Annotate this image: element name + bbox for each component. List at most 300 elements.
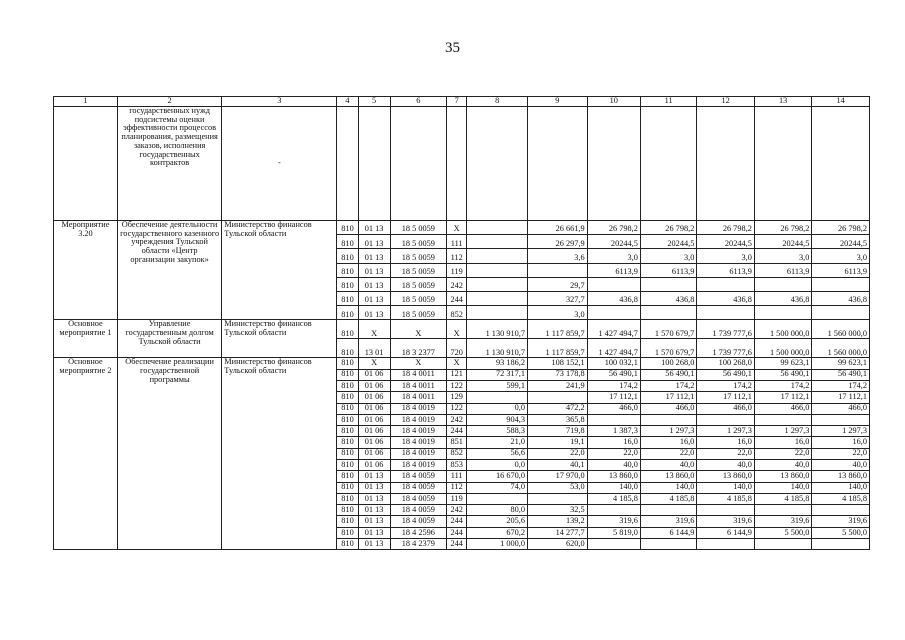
section-code: 13 01 <box>358 339 390 358</box>
section-code: 01 13 <box>358 263 390 277</box>
amount-cell: 100 268,0 <box>640 358 696 369</box>
amount-cell: 22,0 <box>587 448 640 459</box>
amount-cell <box>754 306 812 320</box>
amount-cell: 670,2 <box>467 527 528 538</box>
amount-cell <box>754 539 812 550</box>
column-header: 7 <box>447 97 467 107</box>
amount-cell: 108 152,1 <box>528 358 588 369</box>
empty-cell <box>337 107 358 221</box>
amount-cell: 22,0 <box>640 448 696 459</box>
amount-cell: 6113,9 <box>697 263 755 277</box>
amount-cell: 5 500,0 <box>812 527 870 538</box>
amount-cell: 20244,5 <box>697 235 755 249</box>
column-header: 5 <box>358 97 390 107</box>
amount-cell: 17 112,1 <box>640 392 696 403</box>
amount-cell: 80,0 <box>467 505 528 516</box>
expense-type: 119 <box>447 493 467 504</box>
section-code: 01 13 <box>358 539 390 550</box>
expense-type: 852 <box>447 448 467 459</box>
amount-cell <box>640 414 696 425</box>
amount-cell: 100 268,0 <box>697 358 755 369</box>
amount-cell: 93 186,2 <box>467 358 528 369</box>
amount-cell: 74,0 <box>467 482 528 493</box>
expense-type: 112 <box>447 482 467 493</box>
column-header: 13 <box>754 97 812 107</box>
amount-cell: 100 032,1 <box>587 358 640 369</box>
amount-cell: 1 130 910,7 <box>467 339 528 358</box>
column-header: 8 <box>467 97 528 107</box>
amount-cell: 6 144,9 <box>640 527 696 538</box>
gov-code: 810 <box>337 471 358 482</box>
section-code: 01 06 <box>358 448 390 459</box>
section-code: 01 06 <box>358 392 390 403</box>
amount-cell: 1 297,3 <box>812 426 870 437</box>
amount-cell <box>467 493 528 504</box>
target-article: 18 4 0059 <box>390 493 446 504</box>
amount-cell: 1 739 777,6 <box>697 320 755 339</box>
amount-cell: 1 297,3 <box>640 426 696 437</box>
target-article: 18 5 0059 <box>390 235 446 249</box>
amount-cell: 40,0 <box>587 459 640 470</box>
target-article: 18 4 0019 <box>390 437 446 448</box>
amount-cell <box>467 306 528 320</box>
gov-code: 810 <box>337 426 358 437</box>
amount-cell <box>812 414 870 425</box>
amount-cell: 1 560 000,0 <box>812 320 870 339</box>
amount-cell <box>754 414 812 425</box>
empty-cell <box>640 107 696 221</box>
amount-cell: 16 670,0 <box>467 471 528 482</box>
expense-type: 244 <box>447 527 467 538</box>
empty-cell <box>528 107 588 221</box>
amount-cell: 20244,5 <box>640 235 696 249</box>
amount-cell: 140,0 <box>697 482 755 493</box>
amount-cell: 139,2 <box>528 516 588 527</box>
section-code: 01 13 <box>358 493 390 504</box>
amount-cell: 174,2 <box>697 380 755 391</box>
expense-type: 244 <box>447 539 467 550</box>
amount-cell: 53,0 <box>528 482 588 493</box>
target-article: 18 4 0019 <box>390 426 446 437</box>
amount-cell: 73 178,8 <box>528 369 588 380</box>
amount-cell: 13 860,0 <box>587 471 640 482</box>
amount-cell: 56 490,1 <box>812 369 870 380</box>
amount-cell: 13 860,0 <box>754 471 812 482</box>
amount-cell: 26 798,2 <box>640 221 696 235</box>
empty-cell <box>587 107 640 221</box>
amount-cell <box>528 263 588 277</box>
amount-cell: 1 500 000,0 <box>754 339 812 358</box>
amount-cell: 140,0 <box>640 482 696 493</box>
target-article: 18 5 0059 <box>390 291 446 305</box>
activity-name: Основное мероприятие 2 <box>54 358 118 550</box>
amount-cell: 20244,5 <box>587 235 640 249</box>
amount-cell: 56 490,1 <box>754 369 812 380</box>
amount-cell: 3,6 <box>528 249 588 263</box>
amount-cell <box>467 291 528 305</box>
table-row <box>54 358 870 369</box>
expense-type: X <box>447 320 467 339</box>
amount-cell: 40,0 <box>812 459 870 470</box>
amount-cell: 319,6 <box>812 516 870 527</box>
expense-type: 242 <box>447 277 467 291</box>
section-code: X <box>358 358 390 369</box>
amount-cell: 1 739 777,6 <box>697 339 755 358</box>
amount-cell: 466,0 <box>812 403 870 414</box>
gov-code: 810 <box>337 539 358 550</box>
table-row <box>54 107 870 221</box>
amount-cell: 4 185,8 <box>697 493 755 504</box>
amount-cell: 22,0 <box>697 448 755 459</box>
column-header: 14 <box>812 97 870 107</box>
target-article: 18 4 2596 <box>390 527 446 538</box>
amount-cell: 17 112,1 <box>812 392 870 403</box>
gov-code: 810 <box>337 459 358 470</box>
column-header: 3 <box>222 97 337 107</box>
column-header: 6 <box>390 97 446 107</box>
amount-cell: 174,2 <box>640 380 696 391</box>
empty-cell <box>812 107 870 221</box>
section-code: X <box>358 320 390 339</box>
column-header: 9 <box>528 97 588 107</box>
gov-code: 810 <box>337 392 358 403</box>
amount-cell: 436,8 <box>812 291 870 305</box>
expense-type: X <box>447 358 467 369</box>
amount-cell: 3,0 <box>697 249 755 263</box>
empty-cell <box>358 107 390 221</box>
target-article: 18 4 0011 <box>390 369 446 380</box>
amount-cell <box>812 539 870 550</box>
amount-cell: 32,5 <box>528 505 588 516</box>
section-code: 01 13 <box>358 505 390 516</box>
amount-cell: 3,0 <box>640 249 696 263</box>
section-code: 01 06 <box>358 426 390 437</box>
amount-cell <box>697 505 755 516</box>
gov-code: 810 <box>337 448 358 459</box>
amount-cell: 1 130 910,7 <box>467 320 528 339</box>
gov-code: 810 <box>337 291 358 305</box>
table-row <box>54 320 870 339</box>
amount-cell: 6113,9 <box>812 263 870 277</box>
amount-cell: 1 387,3 <box>587 426 640 437</box>
amount-cell: 365,8 <box>528 414 588 425</box>
amount-cell: 4 185,8 <box>812 493 870 504</box>
section-code: 01 13 <box>358 221 390 235</box>
expense-type: 129 <box>447 392 467 403</box>
responsible-org: Министерство финансов Тульской области <box>222 358 337 550</box>
amount-cell: 22,0 <box>812 448 870 459</box>
amount-cell: 99 623,1 <box>812 358 870 369</box>
target-article: 18 4 0059 <box>390 516 446 527</box>
target-article: 18 3 2377 <box>390 339 446 358</box>
amount-cell: 99 623,1 <box>754 358 812 369</box>
budget-table <box>53 96 870 550</box>
amount-cell: 6 144,9 <box>697 527 755 538</box>
amount-cell <box>467 277 528 291</box>
gov-code: 810 <box>337 306 358 320</box>
amount-cell: 1 427 494,7 <box>587 339 640 358</box>
column-header: 11 <box>640 97 696 107</box>
amount-cell <box>640 539 696 550</box>
amount-cell: 14 277,7 <box>528 527 588 538</box>
amount-cell: 26 798,2 <box>754 221 812 235</box>
amount-cell: 3,0 <box>587 249 640 263</box>
gov-code: 810 <box>337 249 358 263</box>
amount-cell: 13 860,0 <box>640 471 696 482</box>
amount-cell: 1 427 494,7 <box>587 320 640 339</box>
amount-cell: 4 185,8 <box>640 493 696 504</box>
expense-type: 853 <box>447 459 467 470</box>
section-code: 01 13 <box>358 471 390 482</box>
amount-cell <box>697 414 755 425</box>
amount-cell: 904,3 <box>467 414 528 425</box>
expense-type: 121 <box>447 369 467 380</box>
expense-type: 122 <box>447 380 467 391</box>
amount-cell <box>697 539 755 550</box>
target-article: 18 5 0059 <box>390 249 446 263</box>
amount-cell: 6113,9 <box>587 263 640 277</box>
amount-cell: 1 117 859,7 <box>528 339 588 358</box>
expense-type: 851 <box>447 437 467 448</box>
expense-type: 122 <box>447 403 467 414</box>
expense-type: 244 <box>447 291 467 305</box>
target-article: 18 4 0019 <box>390 448 446 459</box>
amount-cell: 319,6 <box>754 516 812 527</box>
amount-cell: 436,8 <box>754 291 812 305</box>
gov-code: 810 <box>337 369 358 380</box>
amount-cell <box>467 221 528 235</box>
amount-cell: 588,3 <box>467 426 528 437</box>
gov-code: 810 <box>337 263 358 277</box>
expense-type: 242 <box>447 505 467 516</box>
amount-cell: 17 112,1 <box>754 392 812 403</box>
amount-cell: 17 970,0 <box>528 471 588 482</box>
empty-cell <box>447 107 467 221</box>
expense-type: 852 <box>447 306 467 320</box>
amount-cell: 20244,5 <box>754 235 812 249</box>
target-article: X <box>390 358 446 369</box>
amount-cell <box>587 414 640 425</box>
amount-cell: 466,0 <box>587 403 640 414</box>
amount-cell: 22,0 <box>754 448 812 459</box>
empty-cell <box>697 107 755 221</box>
target-article: 18 5 0059 <box>390 221 446 235</box>
section-code: 01 06 <box>358 403 390 414</box>
gov-code: 810 <box>337 414 358 425</box>
amount-cell: 26 798,2 <box>812 221 870 235</box>
amount-cell: 1 500 000,0 <box>754 320 812 339</box>
program-description: государственных нужд подсистемы оценки эффективности процессов планирования, размещения заказов, исполнения государственных контрактов <box>117 107 221 221</box>
target-article: 18 4 0011 <box>390 380 446 391</box>
activity-name: Мероприятие 3.20 <box>54 221 118 320</box>
activity-name: Основное мероприятие 1 <box>54 320 118 358</box>
extra-mark: - <box>222 107 337 221</box>
expense-type: X <box>447 221 467 235</box>
section-code: 01 06 <box>358 414 390 425</box>
amount-cell: 40,1 <box>528 459 588 470</box>
amount-cell <box>587 505 640 516</box>
amount-cell: 174,2 <box>587 380 640 391</box>
amount-cell: 13 860,0 <box>697 471 755 482</box>
amount-cell: 56 490,1 <box>587 369 640 380</box>
gov-code: 810 <box>337 358 358 369</box>
gov-code: 810 <box>337 221 358 235</box>
amount-cell <box>587 539 640 550</box>
amount-cell: 26 798,2 <box>587 221 640 235</box>
section-code: 01 06 <box>358 380 390 391</box>
section-code: 01 13 <box>358 482 390 493</box>
amount-cell <box>467 249 528 263</box>
gov-code: 810 <box>337 493 358 504</box>
expense-type: 112 <box>447 249 467 263</box>
responsible-org: Министерство финансов Тульской области <box>222 221 337 320</box>
target-article: 18 5 0059 <box>390 306 446 320</box>
amount-cell: 17 112,1 <box>697 392 755 403</box>
amount-cell <box>528 392 588 403</box>
amount-cell: 16,0 <box>640 437 696 448</box>
amount-cell: 241,9 <box>528 380 588 391</box>
gov-code: 810 <box>337 339 358 358</box>
amount-cell: 16,0 <box>812 437 870 448</box>
amount-cell <box>697 306 755 320</box>
amount-cell <box>812 277 870 291</box>
amount-cell: 4 185,8 <box>587 493 640 504</box>
amount-cell: 26 297,9 <box>528 235 588 249</box>
amount-cell: 0,0 <box>467 459 528 470</box>
amount-cell: 1 297,3 <box>754 426 812 437</box>
amount-cell: 327,7 <box>528 291 588 305</box>
amount-cell: 72 317,1 <box>467 369 528 380</box>
amount-cell: 1 570 679,7 <box>640 320 696 339</box>
column-header: 2 <box>117 97 221 107</box>
amount-cell: 56,6 <box>467 448 528 459</box>
expense-type: 242 <box>447 414 467 425</box>
amount-cell: 1 560 000,0 <box>812 339 870 358</box>
amount-cell: 22,0 <box>528 448 588 459</box>
amount-cell: 599,1 <box>467 380 528 391</box>
activity-description: Обеспечение деятельности государственного казенного учреждения Тульской области «Центр организации закупок» <box>117 221 221 320</box>
amount-cell: 20244,5 <box>812 235 870 249</box>
amount-cell: 3,0 <box>812 249 870 263</box>
amount-cell: 1 297,3 <box>697 426 755 437</box>
amount-cell: 472,2 <box>528 403 588 414</box>
target-article: 18 4 0059 <box>390 505 446 516</box>
amount-cell <box>754 505 812 516</box>
amount-cell <box>812 306 870 320</box>
amount-cell <box>467 263 528 277</box>
amount-cell <box>587 306 640 320</box>
section-code: 01 13 <box>358 306 390 320</box>
amount-cell: 1 000,0 <box>467 539 528 550</box>
amount-cell: 140,0 <box>754 482 812 493</box>
expense-type: 720 <box>447 339 467 358</box>
amount-cell <box>467 392 528 403</box>
column-header: 4 <box>337 97 358 107</box>
amount-cell <box>640 277 696 291</box>
amount-cell: 174,2 <box>754 380 812 391</box>
amount-cell: 40,0 <box>754 459 812 470</box>
amount-cell: 436,8 <box>640 291 696 305</box>
section-code: 01 13 <box>358 527 390 538</box>
gov-code: 810 <box>337 482 358 493</box>
page-number: 35 <box>445 40 460 56</box>
amount-cell: 3,0 <box>754 249 812 263</box>
amount-cell: 56 490,1 <box>640 369 696 380</box>
amount-cell: 16,0 <box>697 437 755 448</box>
column-header: 1 <box>54 97 118 107</box>
gov-code: 810 <box>337 277 358 291</box>
expense-type: 111 <box>447 235 467 249</box>
amount-cell: 1 570 679,7 <box>640 339 696 358</box>
amount-cell <box>697 277 755 291</box>
amount-cell <box>754 277 812 291</box>
target-article: 18 4 0019 <box>390 459 446 470</box>
amount-cell: 140,0 <box>812 482 870 493</box>
target-article: 18 4 0011 <box>390 392 446 403</box>
section-code: 01 06 <box>358 369 390 380</box>
empty-cell <box>54 107 118 221</box>
amount-cell: 56 490,1 <box>697 369 755 380</box>
amount-cell <box>640 306 696 320</box>
amount-cell: 319,6 <box>697 516 755 527</box>
amount-cell: 6113,9 <box>754 263 812 277</box>
amount-cell: 5 500,0 <box>754 527 812 538</box>
amount-cell <box>640 505 696 516</box>
section-code: 01 06 <box>358 437 390 448</box>
gov-code: 810 <box>337 505 358 516</box>
responsible-org: Министерство финансов Тульской области <box>222 320 337 358</box>
amount-cell: 5 819,0 <box>587 527 640 538</box>
section-code: 01 06 <box>358 459 390 470</box>
target-article: 18 5 0059 <box>390 277 446 291</box>
section-code: 01 13 <box>358 291 390 305</box>
amount-cell <box>528 493 588 504</box>
section-code: 01 13 <box>358 277 390 291</box>
amount-cell: 436,8 <box>697 291 755 305</box>
empty-cell <box>390 107 446 221</box>
target-article: 18 4 0019 <box>390 414 446 425</box>
amount-cell: 6113,9 <box>640 263 696 277</box>
amount-cell: 4 185,8 <box>754 493 812 504</box>
target-article: 18 4 0059 <box>390 482 446 493</box>
amount-cell: 466,0 <box>697 403 755 414</box>
gov-code: 810 <box>337 516 358 527</box>
column-header: 10 <box>587 97 640 107</box>
target-article: 18 4 0019 <box>390 403 446 414</box>
amount-cell: 319,6 <box>587 516 640 527</box>
amount-cell: 17 112,1 <box>587 392 640 403</box>
amount-cell: 205,6 <box>467 516 528 527</box>
amount-cell: 26 798,2 <box>697 221 755 235</box>
amount-cell: 319,6 <box>640 516 696 527</box>
target-article: X <box>390 320 446 339</box>
section-code: 01 13 <box>358 516 390 527</box>
gov-code: 810 <box>337 380 358 391</box>
amount-cell: 16,0 <box>587 437 640 448</box>
amount-cell <box>812 505 870 516</box>
amount-cell: 40,0 <box>640 459 696 470</box>
target-article: 18 5 0059 <box>390 263 446 277</box>
amount-cell: 19,1 <box>528 437 588 448</box>
amount-cell: 466,0 <box>754 403 812 414</box>
activity-description: Обеспечение реализации государственной программы <box>117 358 221 550</box>
amount-cell: 466,0 <box>640 403 696 414</box>
amount-cell: 1 117 859,7 <box>528 320 588 339</box>
amount-cell: 719,8 <box>528 426 588 437</box>
gov-code: 810 <box>337 235 358 249</box>
amount-cell: 16,0 <box>754 437 812 448</box>
amount-cell: 174,2 <box>812 380 870 391</box>
